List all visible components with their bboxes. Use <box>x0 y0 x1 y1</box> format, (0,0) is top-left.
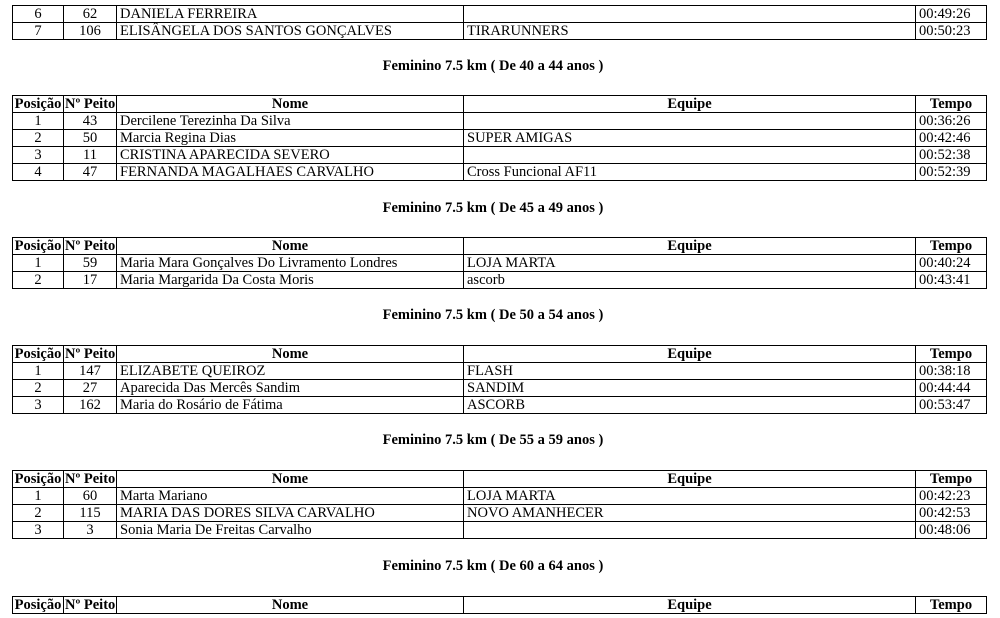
table-row <box>13 255 987 272</box>
table-row <box>13 164 987 181</box>
cell-peito: 3 <box>64 522 117 539</box>
cell-nome: Marcia Regina Dias <box>117 130 464 147</box>
cell-nome: DANIELA FERREIRA <box>117 6 464 23</box>
header-equipe: Equipe <box>464 471 916 488</box>
cell-nome: Maria Mara Gonçalves Do Livramento Londres <box>117 255 464 272</box>
header-peito: Nº Peito <box>65 346 116 362</box>
cell-equipe: SANDIM <box>464 380 916 397</box>
cell-peito: 11 <box>64 147 117 164</box>
table-row <box>13 113 987 130</box>
cell-posicao: 1 <box>13 255 64 272</box>
table-row <box>13 147 987 164</box>
section-title: Feminino 7.5 km ( De 45 a 49 anos ) <box>382 200 604 216</box>
results-table <box>12 345 987 414</box>
header-posicao: Posição <box>13 471 64 488</box>
header-tempo: Tempo <box>916 471 987 488</box>
table-row <box>13 130 987 147</box>
cell-equipe <box>464 113 916 130</box>
cell-equipe: NOVO AMANHECER <box>464 505 916 522</box>
cell-nome: Aparecida Das Mercês Sandim <box>117 380 464 397</box>
cell-tempo: 00:44:44 <box>916 380 987 397</box>
cell-posicao: 1 <box>13 488 64 505</box>
cell-nome: Marta Mariano <box>117 488 464 505</box>
cell-tempo: 00:42:53 <box>916 505 987 522</box>
table-row <box>13 272 987 289</box>
cell-posicao: 2 <box>13 130 64 147</box>
results-table <box>12 596 987 614</box>
header-posicao: Posição <box>13 96 64 113</box>
cell-posicao: 1 <box>13 113 64 130</box>
results-table <box>12 470 987 539</box>
section-title: Feminino 7.5 km ( De 55 a 59 anos ) <box>382 432 604 448</box>
cell-tempo: 00:38:18 <box>916 363 987 380</box>
cell-posicao: 3 <box>13 147 64 164</box>
cell-peito: 62 <box>64 6 117 23</box>
cell-posicao: 1 <box>13 363 64 380</box>
table-header-row <box>13 96 987 113</box>
cell-equipe: TIRARUNNERS <box>464 23 916 40</box>
cell-posicao: 2 <box>13 272 64 289</box>
cell-nome: MARIA DAS DORES SILVA CARVALHO <box>117 505 464 522</box>
header-tempo: Tempo <box>916 96 987 113</box>
cell-equipe: ASCORB <box>464 397 916 414</box>
cell-tempo: 00:50:23 <box>916 23 987 40</box>
cell-posicao: 4 <box>13 164 64 181</box>
header-peito: Nº Peito <box>65 238 116 254</box>
cell-peito: 50 <box>64 130 117 147</box>
cell-nome: Maria Margarida Da Costa Moris <box>117 272 464 289</box>
cell-posicao: 2 <box>13 380 64 397</box>
cell-tempo: 00:53:47 <box>916 397 987 414</box>
cell-nome: FERNANDA MAGALHAES CARVALHO <box>117 164 464 181</box>
cell-peito: 27 <box>64 380 117 397</box>
header-tempo: Tempo <box>916 346 987 363</box>
cell-peito: 17 <box>64 272 117 289</box>
cell-tempo: 00:52:38 <box>916 147 987 164</box>
cell-nome: CRISTINA APARECIDA SEVERO <box>117 147 464 164</box>
cell-tempo: 00:42:46 <box>916 130 987 147</box>
header-nome: Nome <box>117 346 464 363</box>
header-equipe: Equipe <box>464 346 916 363</box>
section-title: Feminino 7.5 km ( De 40 a 44 anos ) <box>382 58 604 74</box>
cell-posicao: 3 <box>13 522 64 539</box>
cell-nome: Sonia Maria De Freitas Carvalho <box>117 522 464 539</box>
header-peito: Nº Peito <box>65 597 116 613</box>
cell-equipe: LOJA MARTA <box>464 255 916 272</box>
cell-tempo: 00:52:39 <box>916 164 987 181</box>
table-row <box>13 23 987 40</box>
cell-equipe: Cross Funcional AF11 <box>464 164 916 181</box>
cell-tempo: 00:48:06 <box>916 522 987 539</box>
cell-nome: ELIZABETE QUEIROZ <box>117 363 464 380</box>
cell-tempo: 00:42:23 <box>916 488 987 505</box>
cell-equipe: LOJA MARTA <box>464 488 916 505</box>
cell-peito: 43 <box>64 113 117 130</box>
table-header-row <box>13 238 987 255</box>
cell-peito: 106 <box>64 23 117 40</box>
cell-nome: Dercilene Terezinha Da Silva <box>117 113 464 130</box>
table-row <box>13 522 987 539</box>
header-peito: Nº Peito <box>65 96 116 112</box>
header-posicao: Posição <box>13 597 64 614</box>
table-row <box>13 397 987 414</box>
table-row <box>13 488 987 505</box>
header-posicao: Posição <box>13 238 64 255</box>
cell-nome: Maria do Rosário de Fátima <box>117 397 464 414</box>
header-tempo: Tempo <box>916 597 987 614</box>
cell-peito: 162 <box>64 397 117 414</box>
section-title: Feminino 7.5 km ( De 60 a 64 anos ) <box>382 558 604 574</box>
header-nome: Nome <box>117 597 464 614</box>
cell-posicao: 3 <box>13 397 64 414</box>
header-nome: Nome <box>117 471 464 488</box>
section-title: Feminino 7.5 km ( De 50 a 54 anos ) <box>382 307 604 323</box>
cell-posicao: 2 <box>13 505 64 522</box>
header-nome: Nome <box>117 96 464 113</box>
table-row <box>13 380 987 397</box>
cell-equipe: ascorb <box>464 272 916 289</box>
cell-peito: 60 <box>64 488 117 505</box>
cell-equipe <box>464 147 916 164</box>
results-table <box>12 95 987 181</box>
table-row <box>13 363 987 380</box>
header-equipe: Equipe <box>464 597 916 614</box>
cell-peito: 47 <box>64 164 117 181</box>
header-equipe: Equipe <box>464 96 916 113</box>
table-row <box>13 6 987 23</box>
cell-tempo: 00:43:41 <box>916 272 987 289</box>
header-posicao: Posição <box>13 346 64 363</box>
cell-peito: 59 <box>64 255 117 272</box>
table-header-row <box>13 346 987 363</box>
cell-tempo: 00:36:26 <box>916 113 987 130</box>
cell-tempo: 00:49:26 <box>916 6 987 23</box>
table-row <box>13 505 987 522</box>
table-header-row <box>13 471 987 488</box>
cell-equipe <box>464 522 916 539</box>
results-table <box>12 237 987 289</box>
cell-posicao: 7 <box>13 23 64 40</box>
header-equipe: Equipe <box>464 238 916 255</box>
cell-peito: 115 <box>64 505 117 522</box>
header-nome: Nome <box>117 238 464 255</box>
cell-peito: 147 <box>64 363 117 380</box>
cell-nome: ELISÂNGELA DOS SANTOS GONÇALVES <box>117 23 464 40</box>
results-table-continued <box>12 5 987 40</box>
table-header-row <box>13 597 987 614</box>
cell-posicao: 6 <box>13 6 64 23</box>
cell-equipe <box>464 6 916 23</box>
cell-tempo: 00:40:24 <box>916 255 987 272</box>
header-tempo: Tempo <box>916 238 987 255</box>
cell-equipe: SUPER AMIGAS <box>464 130 916 147</box>
cell-equipe: FLASH <box>464 363 916 380</box>
header-peito: Nº Peito <box>65 471 116 487</box>
